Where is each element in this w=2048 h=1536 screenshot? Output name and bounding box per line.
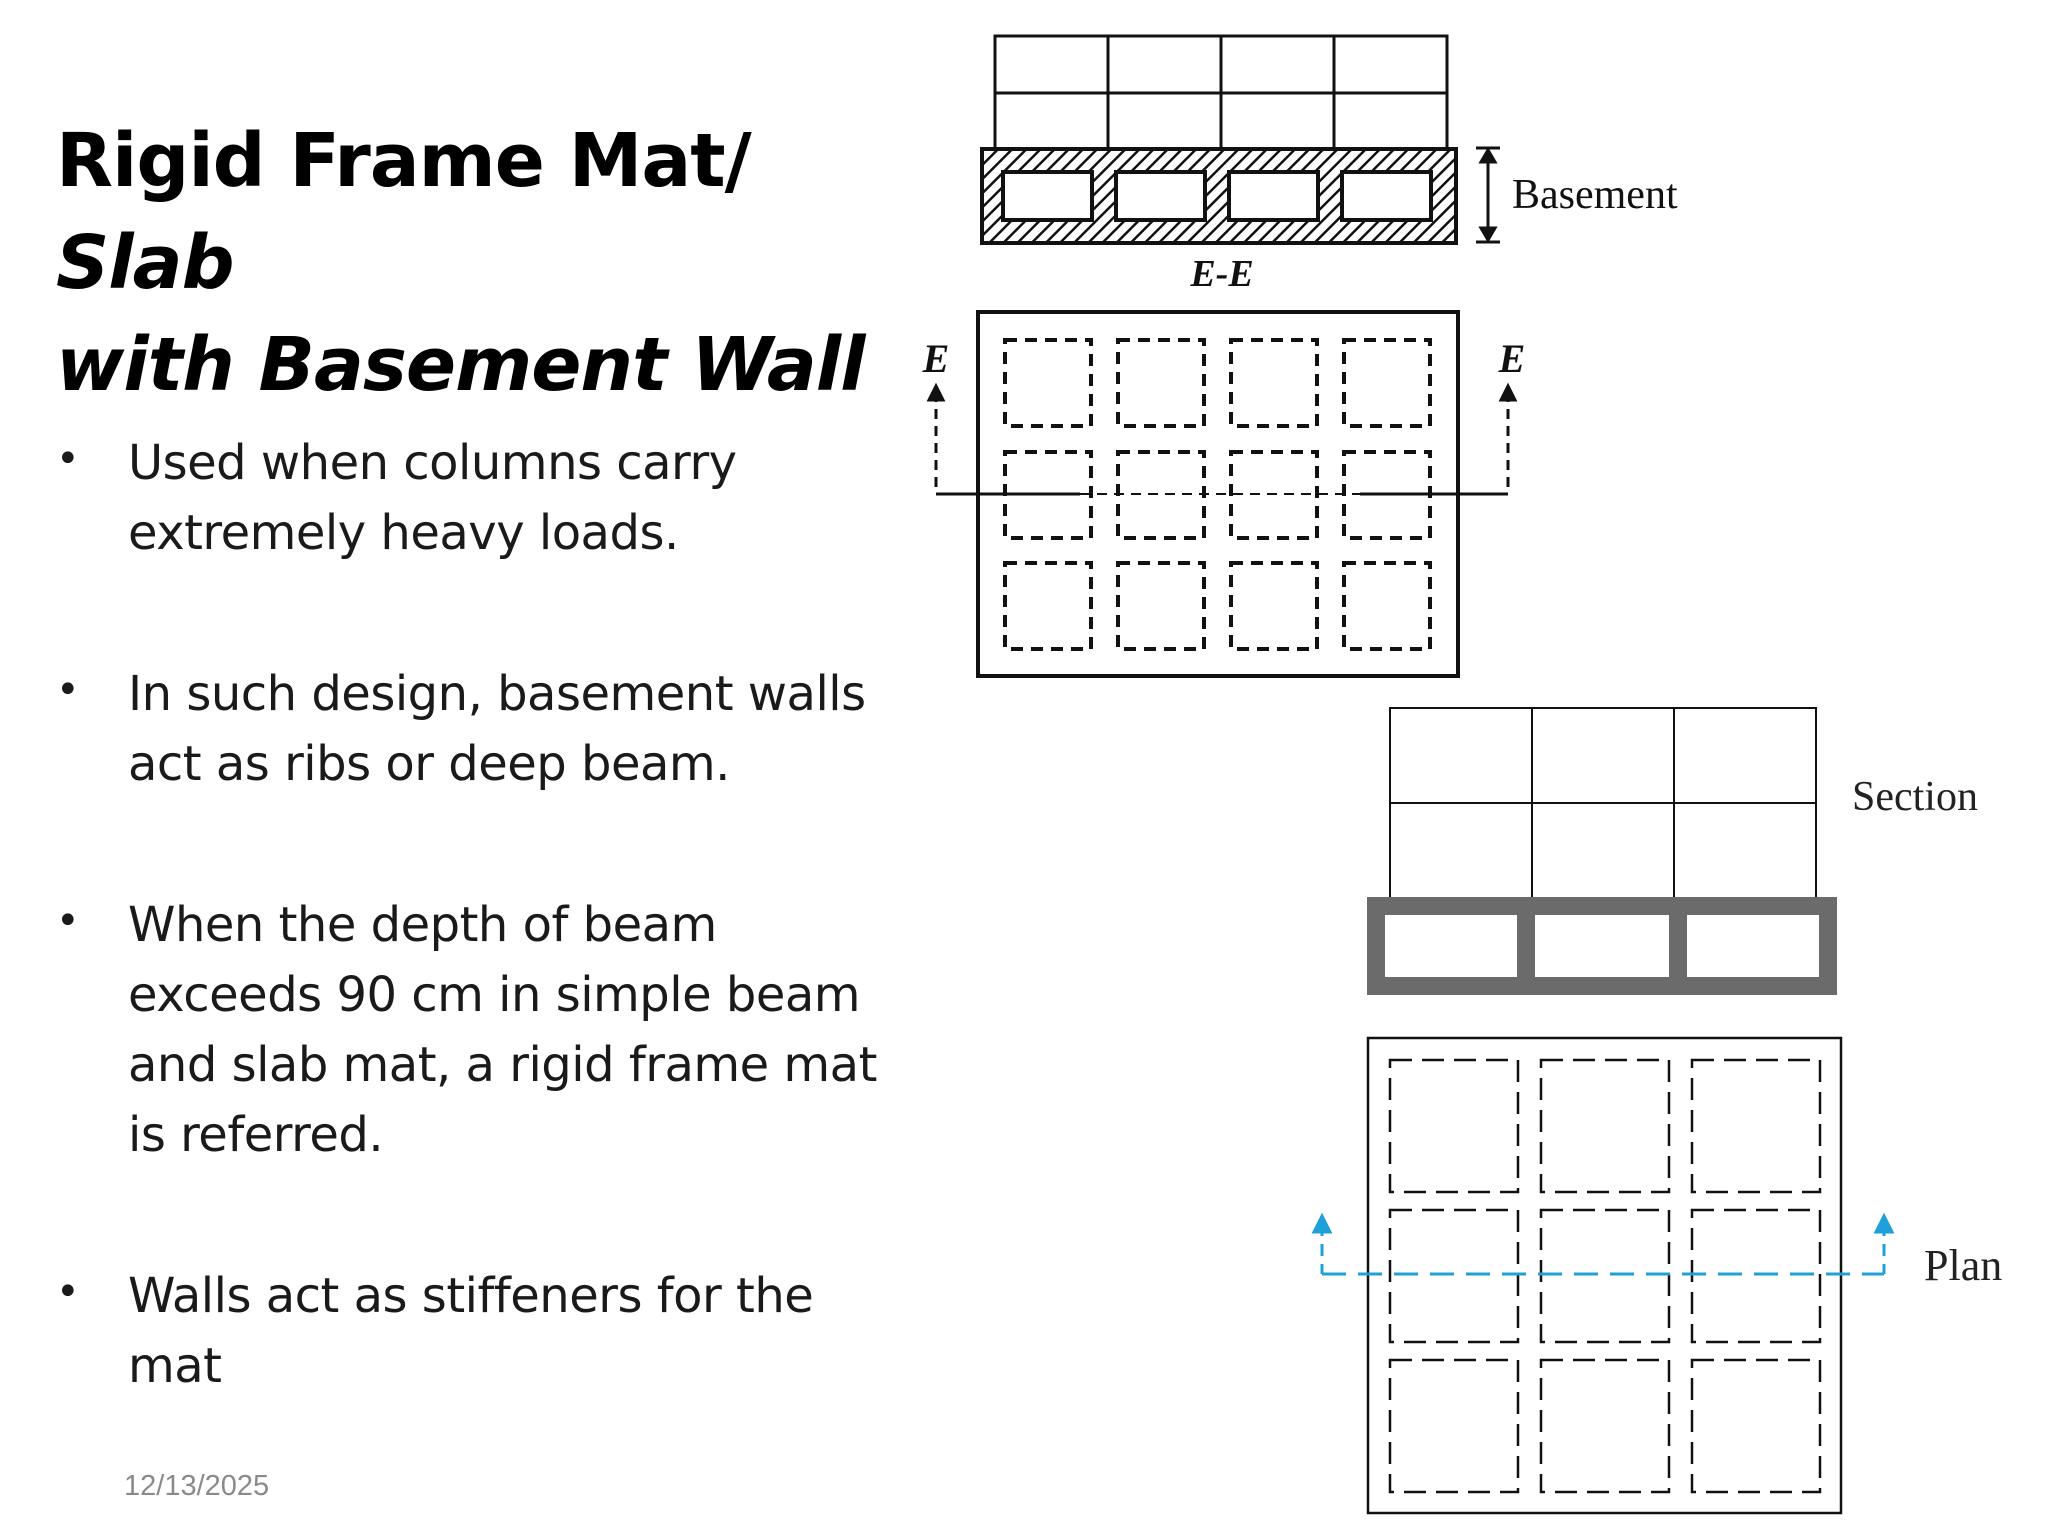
basement-label: Basement xyxy=(1512,172,1678,218)
bottom-superstructure-grid xyxy=(1390,708,1816,898)
bottom-plan-dashed-cells xyxy=(1390,1060,1820,1492)
bottom-cut-line xyxy=(1314,1216,1892,1274)
cut-marker-right: E xyxy=(1498,336,1526,381)
section-label: Section xyxy=(1852,774,1978,820)
title-italic-1: Slab xyxy=(56,220,234,306)
title-italic-2: with Basement Wall xyxy=(56,322,865,408)
section-ee-label: E-E xyxy=(1190,253,1254,295)
bullet-item: • Used when columns carry extremely heavy loads. xyxy=(56,428,886,568)
top-cut-line xyxy=(929,386,1515,494)
top-basement-section xyxy=(982,149,1456,243)
slide-date: 12/13/2025 xyxy=(124,1470,270,1502)
top-figure xyxy=(922,36,1678,676)
plan-label: Plan xyxy=(1924,1241,2003,1290)
bullet-item: • Walls act as stiffeners for the mat xyxy=(56,1261,886,1401)
bottom-basement-section xyxy=(1376,906,1828,986)
bullet-item: • When the depth of beam exceeds 90 cm in simple beam and slab mat, a rigid frame mat is referred. xyxy=(56,890,886,1170)
basement-dimension xyxy=(1476,148,1500,242)
top-superstructure-grid xyxy=(995,36,1447,149)
title-normal: Rigid Frame Mat/ xyxy=(56,118,751,204)
bullet-item: • In such design, basement walls act as ribs or deep beam. xyxy=(56,659,886,799)
bottom-figure xyxy=(1314,708,2002,1513)
cut-marker-left: E xyxy=(922,336,950,381)
